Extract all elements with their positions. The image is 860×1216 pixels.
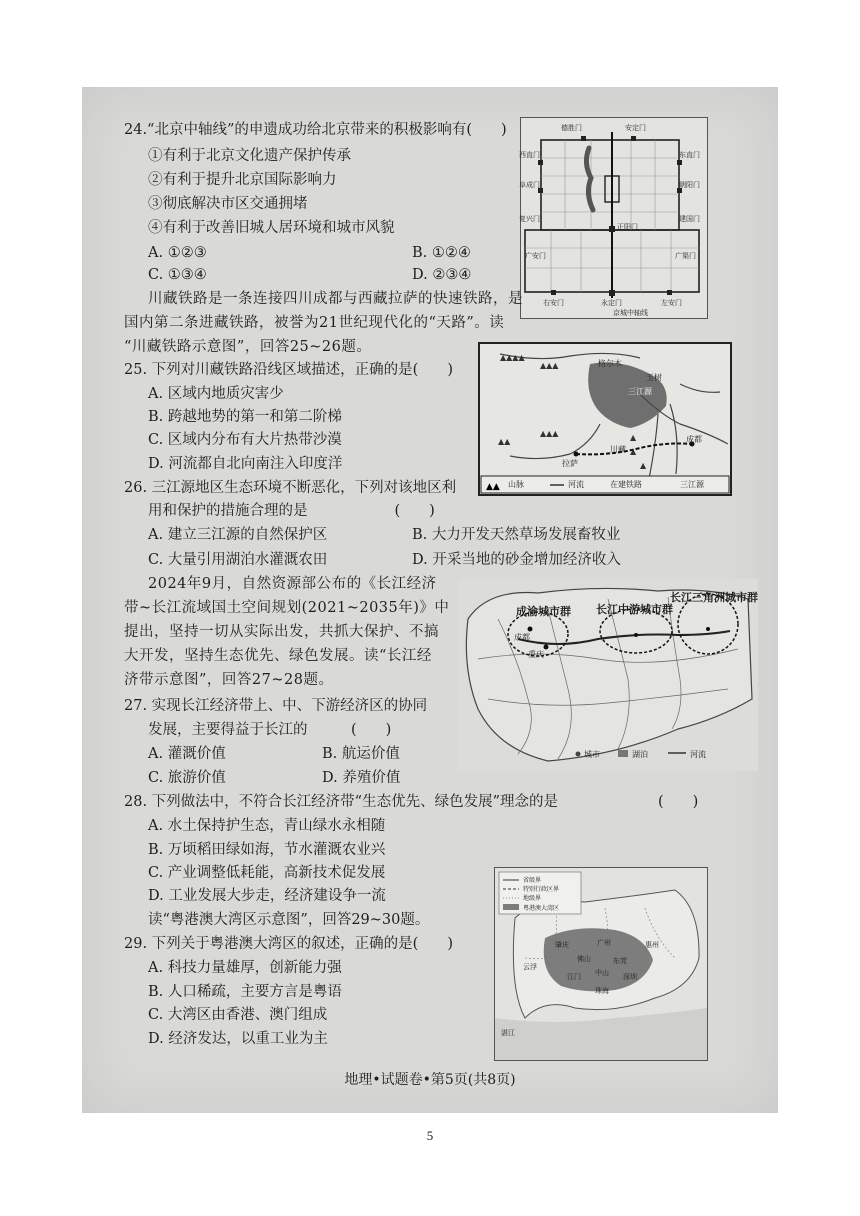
gate-label: 建国门 — [679, 215, 700, 223]
place-label: 玉树 — [646, 373, 662, 382]
page-number: 5 — [426, 1128, 434, 1143]
gate-label: 广安门 — [525, 252, 546, 260]
svg-text:▲▲▲: ▲▲▲ — [540, 361, 559, 370]
gate-label: 西直门 — [519, 151, 540, 159]
place-label: 成都 — [514, 633, 530, 642]
q29-option-a[interactable]: A. 科技力量雄厚，创新能力强 — [148, 960, 342, 976]
map-caption: 京城中轴线 — [613, 309, 648, 317]
svg-text:▲: ▲ — [630, 447, 637, 456]
svg-text:▲: ▲ — [640, 461, 647, 470]
place-label: 拉萨 — [562, 459, 578, 468]
svg-text:▲▲: ▲▲ — [486, 482, 500, 492]
place-label: 三江源 — [628, 387, 652, 396]
svg-text:▲▲: ▲▲ — [498, 437, 511, 446]
place-label: 佛山 — [577, 955, 591, 963]
q24-stem: 24.“北京中轴线”的申遗成功给北京带来的积极影响有( ) — [124, 122, 507, 138]
region-label: 成渝城市群 — [516, 605, 571, 618]
gate-label: 复兴门 — [519, 215, 540, 223]
svg-text:▲: ▲ — [630, 433, 637, 442]
legend-label: 地级界 — [523, 895, 542, 902]
intro-27-28-line-2: 带~长江流域国土空间规划(2021~2035年)》中 — [124, 600, 450, 616]
legend-label: 在建铁路 — [610, 480, 642, 489]
place-label: 中山 — [595, 969, 609, 977]
q29-option-b[interactable]: B. 人口稀疏，主要方言是粤语 — [148, 984, 342, 1000]
place-label: 惠州 — [645, 941, 659, 949]
region-label: 长江三角洲城市群 — [670, 591, 758, 604]
q26-stem-line-2: 用和保护的措施合理的是 ( ) — [148, 503, 435, 519]
sichuan-tibet-railway-map — [478, 342, 732, 496]
place-label: 深圳 — [623, 973, 637, 981]
place-label: 肇庆 — [555, 941, 569, 949]
beijing-axis-map — [520, 117, 708, 319]
legend-label: 河流 — [568, 480, 584, 489]
q25-option-c[interactable]: C. 区域内分布有大片热带沙漠 — [148, 432, 342, 448]
place-label: 重庆 — [528, 650, 544, 659]
legend-label: 特别行政区界 — [523, 886, 560, 893]
gate-label: 东直门 — [679, 151, 700, 159]
legend-label: 省级界 — [523, 877, 542, 884]
q27-option-d[interactable]: D. 养殖价值 — [322, 770, 401, 786]
gate-label: 右安门 — [543, 299, 564, 307]
yangtze-economic-belt-map — [458, 579, 758, 771]
intro-25-26-line-2: 国内第二条进藏铁路，被誉为21世纪现代化的“天路”。读 — [124, 315, 505, 331]
gate-label: 阜成门 — [519, 181, 540, 189]
page-footer: 地理•试题卷•第5页(共8页) — [344, 1072, 516, 1088]
q26-option-c[interactable]: C. 大量引用湖泊水灌溉农田 — [148, 552, 328, 568]
intro-27-28-line-5: 济带示意图”，回答27~28题。 — [124, 672, 334, 688]
q24-option-a[interactable]: A. ①②③ — [148, 245, 207, 261]
place-label: 广州 — [597, 939, 611, 947]
intro-25-26-line-3: “川藏铁路示意图”，回答25~26题。 — [124, 339, 372, 355]
greater-bay-area-map — [494, 867, 708, 1061]
gate-label: 安定门 — [625, 124, 646, 132]
q24-option-c[interactable]: C. ①③④ — [148, 267, 207, 283]
q24-statement-3: ③彻底解决市区交通拥堵 — [148, 196, 308, 212]
q28-answer-paren: ( ) — [658, 794, 699, 810]
q29-option-c[interactable]: C. 大湾区由香港、澳门组成 — [148, 1007, 328, 1023]
q28-option-b[interactable]: B. 万顷稻田绿如海，节水灌溉农业兴 — [148, 842, 386, 858]
legend-label: 河流 — [690, 750, 706, 759]
q24-option-b[interactable]: B. ①②④ — [412, 245, 471, 261]
region-label: 长江中游城市群 — [596, 603, 673, 616]
legend-label: 湖泊 — [632, 750, 648, 759]
svg-text:▲▲▲: ▲▲▲ — [540, 429, 559, 438]
q27-stem-line-2: 发展，主要得益于长江的 ( ) — [148, 722, 392, 738]
legend-label: 三江源 — [680, 480, 704, 489]
q28-stem: 28. 下列做法中，不符合长江经济带“生态优先、绿色发展”理念的是 — [124, 794, 558, 810]
legend-label: 粤港澳大湾区 — [523, 905, 560, 912]
q24-statement-4: ④有利于改善旧城人居环境和城市风貌 — [148, 220, 395, 236]
legend-label: 城市 — [584, 750, 600, 759]
q27-option-b[interactable]: B. 航运价值 — [322, 746, 400, 762]
q29-stem: 29. 下列关于粤港澳大湾区的叙述，正确的是( ) — [124, 936, 453, 952]
place-label: 江门 — [567, 973, 581, 981]
q24-statement-1: ①有利于北京文化遗产保护传承 — [148, 148, 351, 164]
intro-27-28-line-3: 提出，坚持一切从实际出发，共抓大保护、不搞 — [124, 624, 439, 640]
gate-label: 正阳门 — [617, 223, 638, 231]
svg-text:▲▲▲▲: ▲▲▲▲ — [500, 353, 525, 362]
intro-27-28-line-4: 大开发，坚持生态优先、绿色发展。读“长江经 — [124, 648, 432, 664]
q24-statement-2: ②有利于提升北京国际影响力 — [148, 172, 337, 188]
gate-label: 德胜门 — [561, 124, 582, 132]
place-label: 格尔木 — [598, 359, 622, 368]
intro-27-28-line-1: 2024年9月，自然资源部公布的《长江经济 — [148, 576, 437, 592]
place-label: 湛江 — [501, 1029, 515, 1037]
q26-option-b[interactable]: B. 大力开发天然草场发展畜牧业 — [412, 527, 621, 543]
q25-stem: 25. 下列对川藏铁路沿线区域描述，正确的是( ) — [124, 362, 453, 378]
q27-option-a[interactable]: A. 灌溉价值 — [148, 746, 226, 762]
q26-option-a[interactable]: A. 建立三江源的自然保护区 — [148, 527, 328, 543]
place-label: 成都 — [686, 435, 702, 444]
gate-label: 朝阳门 — [679, 181, 700, 189]
place-label: 东莞 — [613, 957, 627, 965]
q26-option-d[interactable]: D. 开采当地的砂金增加经济收入 — [412, 552, 621, 568]
q25-option-b[interactable]: B. 跨越地势的第一和第二阶梯 — [148, 409, 342, 425]
q25-option-d[interactable]: D. 河流都自北向南注入印度洋 — [148, 456, 343, 472]
place-label: 川藏 — [610, 445, 626, 454]
q28-option-d[interactable]: D. 工业发展大步走，经济建设争一流 — [148, 888, 386, 904]
gate-label: 永定门 — [601, 299, 622, 307]
gate-label: 左安门 — [661, 299, 682, 307]
place-label: 云浮 — [523, 963, 537, 971]
intro-29-30: 读“粤港澳大湾区示意图”，回答29~30题。 — [148, 912, 430, 928]
exam-sheet — [82, 87, 778, 1113]
gate-label: 广渠门 — [675, 252, 696, 260]
q29-option-d[interactable]: D. 经济发达，以重工业为主 — [148, 1031, 328, 1047]
q26-stem-line-1: 26. 三江源地区生态环境不断恶化，下列对该地区利 — [124, 480, 457, 496]
q27-stem-line-1: 27. 实现长江经济带上、中、下游经济区的协同 — [124, 698, 428, 714]
q27-option-c[interactable]: C. 旅游价值 — [148, 770, 226, 786]
place-label: 珠海 — [595, 987, 609, 995]
q28-option-a[interactable]: A. 水土保持护生态，青山绿水永相随 — [148, 818, 386, 834]
q28-option-c[interactable]: C. 产业调整低耗能，高新技术促发展 — [148, 865, 386, 881]
q25-option-a[interactable]: A. 区域内地质灾害少 — [148, 386, 284, 402]
q24-option-d[interactable]: D. ②③④ — [412, 267, 472, 283]
legend-label: 山脉 — [508, 480, 524, 489]
intro-25-26-line-1: 川藏铁路是一条连接四川成都与西藏拉萨的快速铁路，是 — [148, 291, 523, 307]
